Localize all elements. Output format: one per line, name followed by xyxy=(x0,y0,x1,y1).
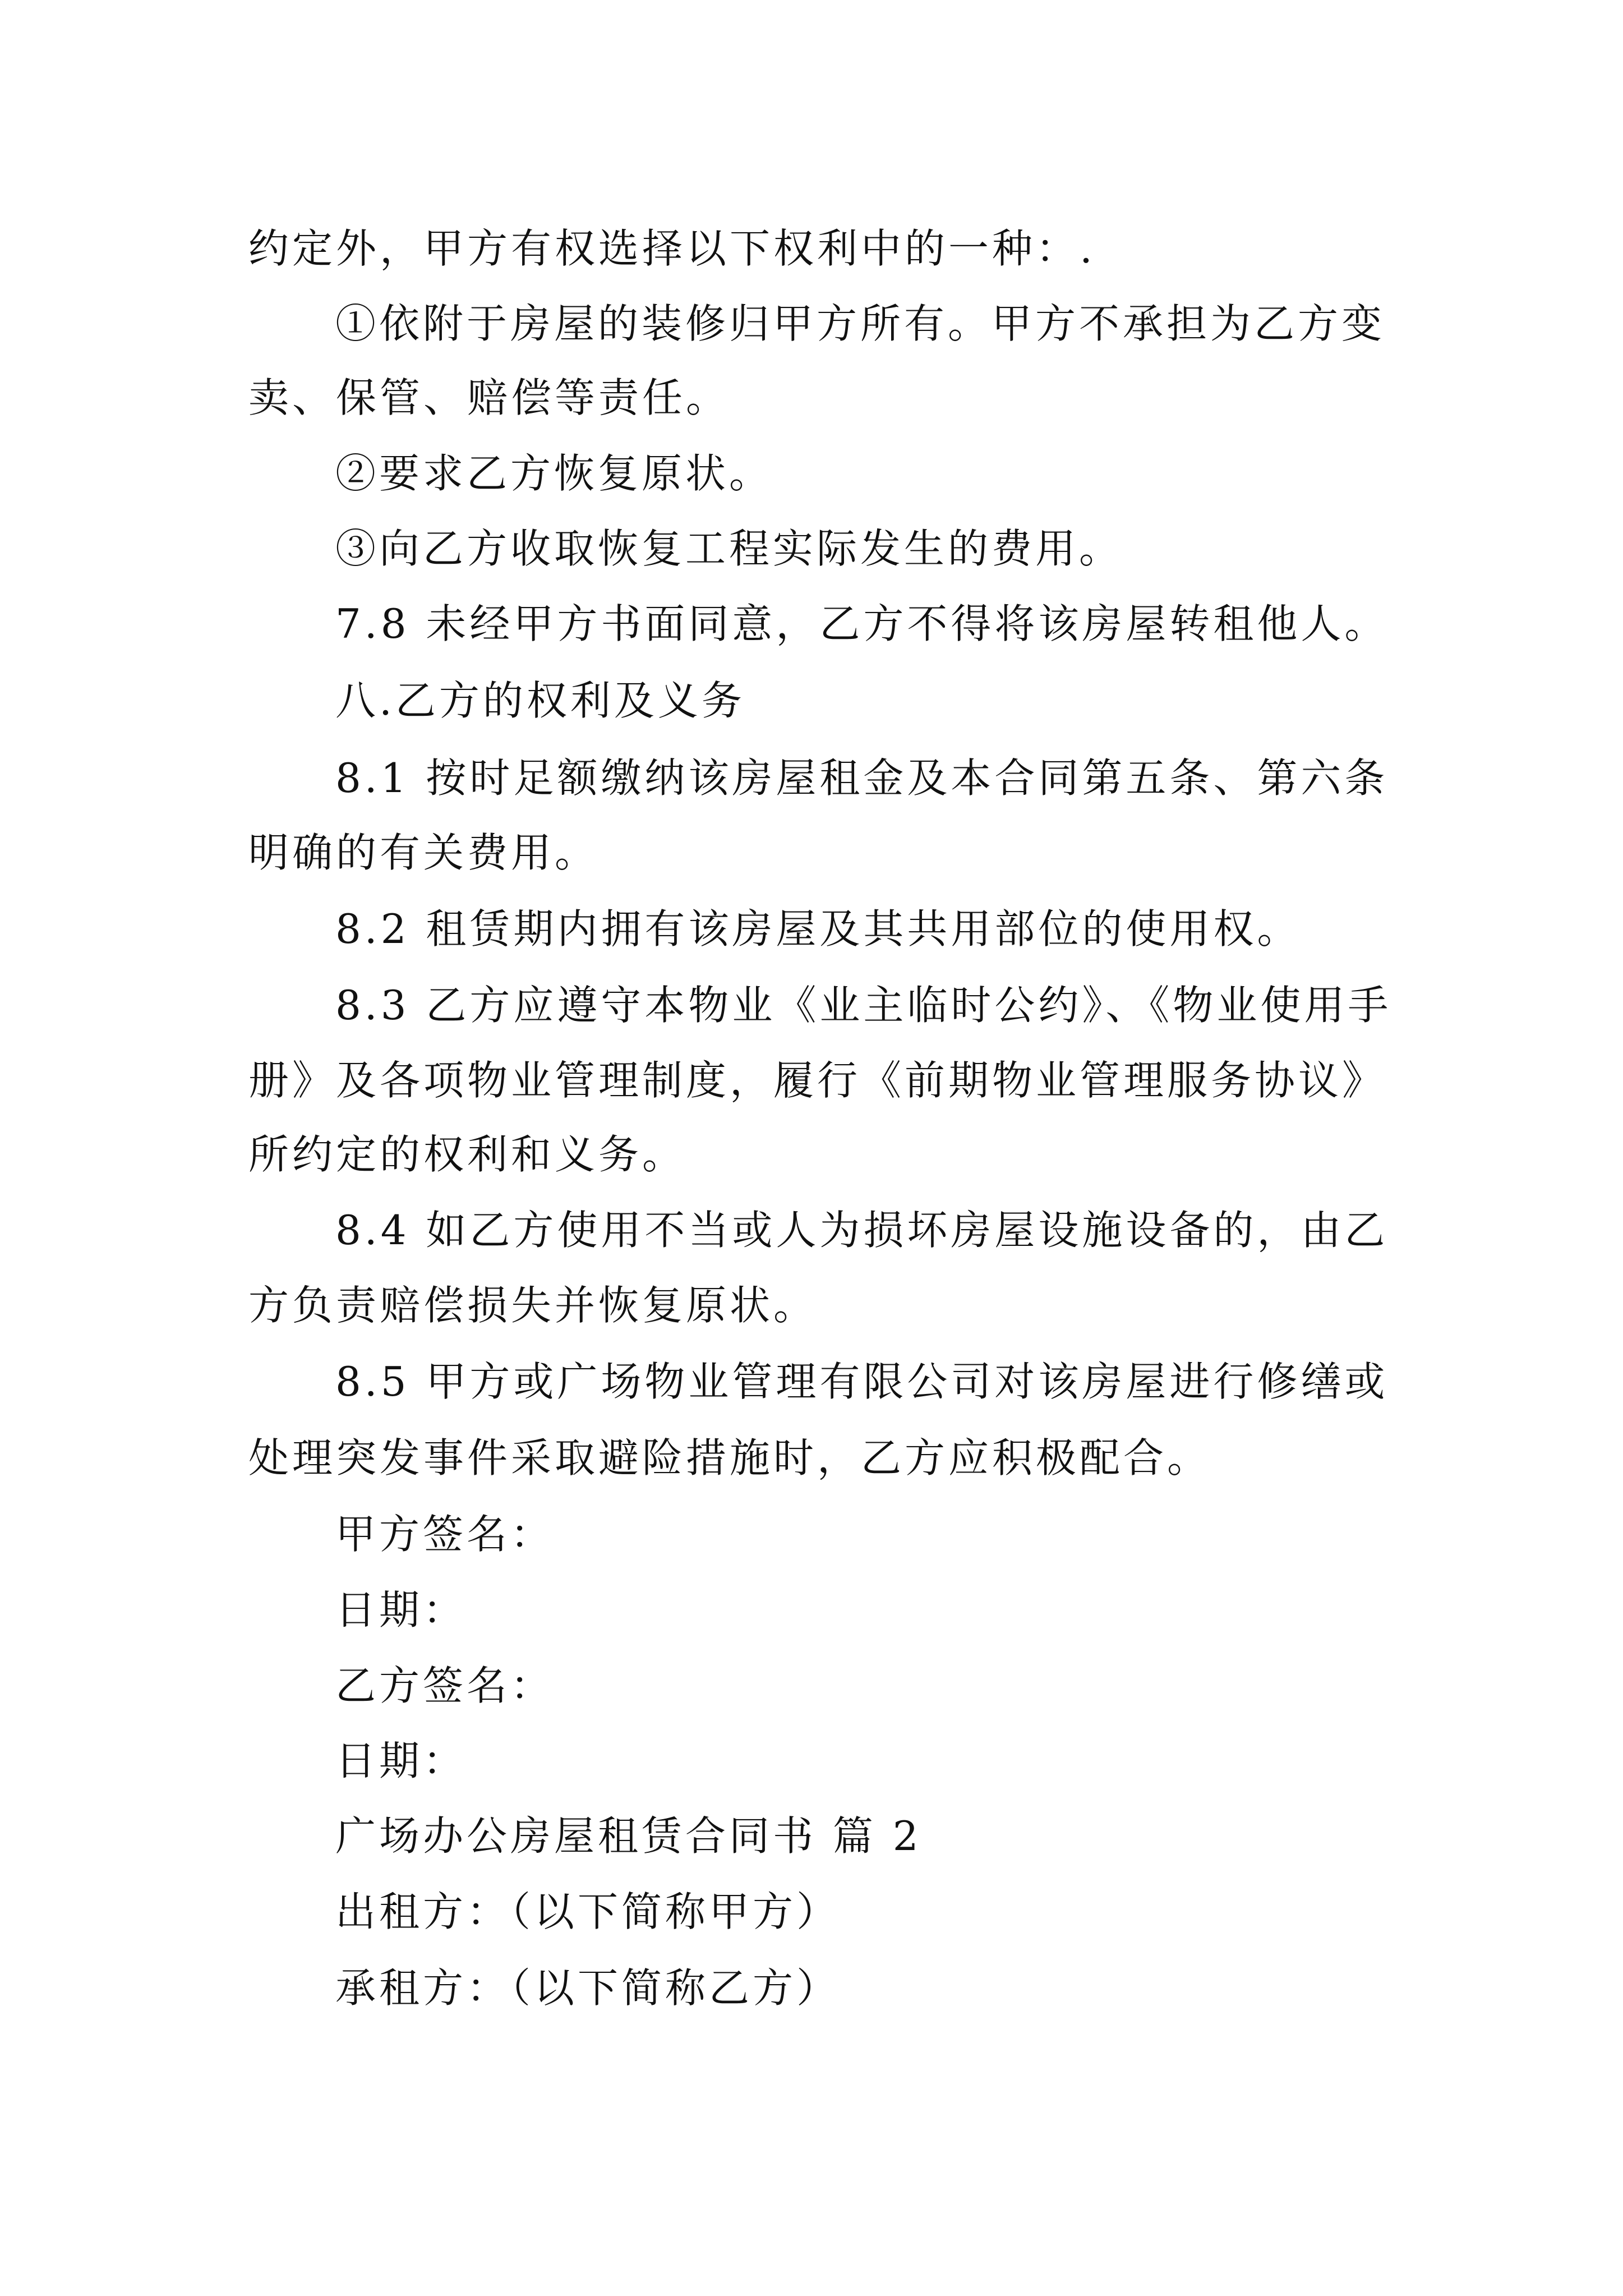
text-line: 8.3 乙方应遵守本物业《业主临时公约》、《物业使用手 xyxy=(335,982,1392,1029)
contract-title: 广场办公房屋租赁合同书 篇 2 xyxy=(335,1812,922,1860)
text-line: 约定外，甲方有权选择以下权利中的一种：. xyxy=(248,225,1096,272)
text-line: 8.1 按时足额缴纳该房屋租金及本合同第五条、第六条 xyxy=(335,754,1389,802)
text-line: ②要求乙方恢复原状。 xyxy=(335,450,773,497)
text-line: ③向乙方收取恢复工程实际发生的费用。 xyxy=(335,525,1123,572)
lessee-line: 承租方：（以下简称乙方） xyxy=(335,1964,841,2012)
lessor-line: 出租方：（以下简称甲方） xyxy=(335,1888,841,1935)
text-line: 8.4 如乙方使用不当或人为损坏房屋设施设备的，由乙 xyxy=(335,1207,1389,1254)
text-line: 册》及各项物业管理制度，履行《前期物业管理服务协议》 xyxy=(248,1057,1386,1104)
text-line: 8.5 甲方或广场物业管理有限公司对该房屋进行修缮或 xyxy=(335,1358,1389,1405)
text-line: 8.2 租赁期内拥有该房屋及其共用部位的使用权。 xyxy=(335,905,1301,953)
text-line: 所约定的权利和义务。 xyxy=(248,1131,686,1178)
date-line-party-b: 日期： xyxy=(335,1737,467,1784)
text-line: 明确的有关费用。 xyxy=(248,829,599,876)
text-line: 卖、保管、赔偿等责任。 xyxy=(248,374,730,421)
text-line: ①依附于房屋的装修归甲方所有。甲方不承担为乙方变 xyxy=(335,300,1386,347)
text-line: 处理突发事件采取避险措施时，乙方应积极配合。 xyxy=(248,1434,1211,1481)
text-line: 方负责赔偿损失并恢复原状。 xyxy=(248,1282,818,1329)
signature-line-party-a: 甲方签名： xyxy=(335,1511,555,1558)
date-line-party-a: 日期： xyxy=(335,1586,467,1634)
text-line: 7.8 未经甲方书面同意，乙方不得将该房屋转租他人。 xyxy=(335,600,1389,647)
signature-line-party-b: 乙方签名： xyxy=(335,1662,555,1709)
section-heading: 八.乙方的权利及义务 xyxy=(335,677,745,724)
